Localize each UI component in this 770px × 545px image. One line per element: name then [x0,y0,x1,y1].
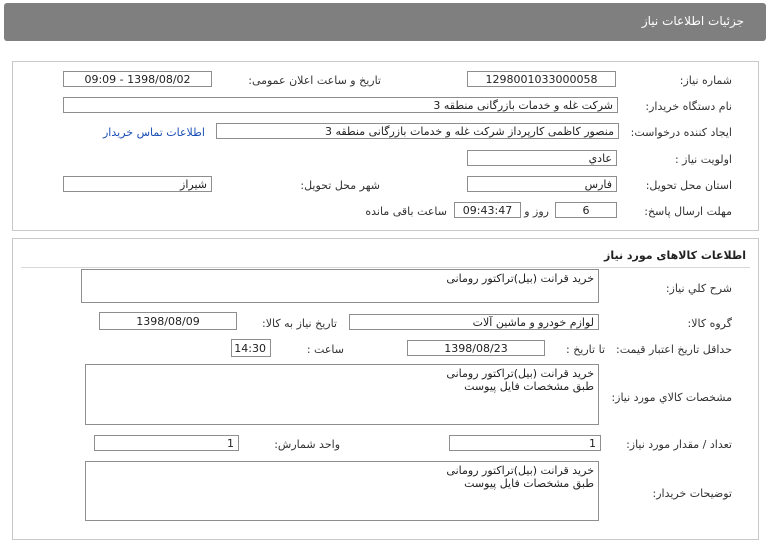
buyer-org-field[interactable]: شرکت غله و خدمات بازرگانی منطقه 3 [63,97,618,113]
need-number-field[interactable]: 1298001033000058 [467,71,616,87]
city-field[interactable]: شیراز [63,176,212,192]
need-date-field[interactable]: 1398/08/09 [99,312,237,330]
need-number-label: شماره نیاز: [679,74,732,87]
spec-label: مشخصات کالاي مورد نياز: [611,391,732,404]
spec-field[interactable]: خرید قرانت (بیل)تراکتور رومانی طبق مشخصات فایل پیوست [85,364,599,425]
priority-label: اولویت نیاز : [674,153,732,166]
qty-field[interactable]: 1 [449,435,601,451]
deadline-time-field[interactable]: 09:43:47 [454,202,521,218]
page-title: جزئیات اطلاعات نیاز [641,14,744,28]
min-validity-label: حداقل تاریخ اعتبار قیمت: [616,343,732,356]
hour-label: ساعت : [306,343,344,356]
goods-section-title: اطلاعات کالاهای مورد نیاز [604,249,746,262]
province-field[interactable]: فارس [467,176,617,192]
qty-label: تعداد / مقدار مورد نیاز: [626,438,732,451]
buyer-desc-field[interactable]: خرید قرانت (بیل)تراکتور رومانی طبق مشخصات فایل پیوست [85,461,599,521]
goods-info-panel [12,238,759,540]
need-date-label: تاریخ نیاز به کالا: [262,317,337,330]
buyer-desc-label: توضیحات خریدار: [652,487,732,500]
announce-date-field[interactable]: 1398/08/02 - 09:09 [63,71,212,87]
group-label: گروه کالا: [687,317,732,330]
page-header [4,3,766,41]
priority-field[interactable]: عادي [467,150,617,166]
hour-field[interactable]: 14:30 [231,339,271,357]
creator-label: ایجاد کننده درخواست: [630,126,732,139]
creator-field[interactable]: منصور کاظمی کارپرداز شرکت غله و خدمات بازرگانی منطقه 3 [216,123,619,139]
summary-field[interactable]: خرید قرانت (بیل)تراکتور رومانی [81,269,599,303]
until-date-label: تا تاریخ : [566,343,605,356]
need-info-panel [12,61,759,231]
buyer-org-label: نام دستگاه خریدار: [645,100,732,113]
buyer-contact-link[interactable]: اطلاعات تماس خریدار [103,126,205,139]
group-field[interactable]: لوازم خودرو و ماشین آلات [349,314,599,330]
province-label: استان محل تحویل: [645,179,732,192]
announce-date-label: تاریخ و ساعت اعلان عمومی: [248,74,381,87]
city-label: شهر محل تحویل: [300,179,380,192]
deadline-days-field[interactable]: 6 [555,202,617,218]
section-divider [21,267,750,268]
unit-field[interactable]: 1 [94,435,239,451]
until-date-field[interactable]: 1398/08/23 [407,340,545,356]
deadline-label: مهلت ارسال پاسخ: [644,205,732,218]
remaining-word: ساعت باقی مانده [365,205,447,218]
days-word: روز و [524,205,549,218]
summary-label: شرح کلي نياز: [665,282,732,295]
unit-label: واحد شمارش: [274,438,340,451]
